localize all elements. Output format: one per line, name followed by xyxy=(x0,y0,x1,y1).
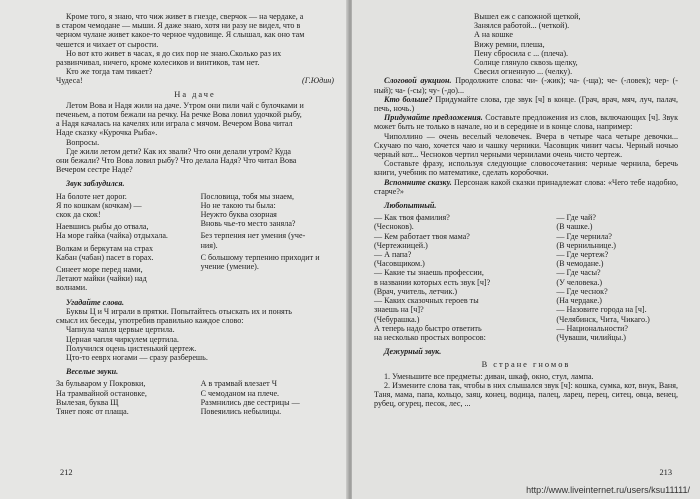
poem-line: С чемоданом на плече. xyxy=(200,388,280,398)
auction-heading: Слоговой аукцион. xyxy=(384,76,452,86)
sentences-heading: Придумайте предложения. xyxy=(384,113,483,123)
dialog-left-col xyxy=(374,213,544,342)
left-page-content xyxy=(56,12,334,416)
dialog-line: — Где чертеж? xyxy=(556,250,609,260)
dacha-line: Летом Вова и Надя жили на даче. Утром они пили чай с булочками и xyxy=(66,100,304,110)
poem-line: Волкам и беркутам на страх xyxy=(56,243,154,253)
poem-line: Размнились две сестрицы — xyxy=(200,397,300,407)
right-poem xyxy=(374,12,678,76)
poem-line: Неужто буква озорная xyxy=(200,210,277,220)
poem-line: ния). xyxy=(200,240,218,250)
fun-sounds-poem xyxy=(56,379,334,416)
dialog-line: (В чашке.) xyxy=(556,222,593,232)
dialog-line: А теперь надо быстро ответить xyxy=(374,323,482,333)
dialog-line: (Врач, учитель, летчик.) xyxy=(374,286,458,296)
guess-line: Цто-то ееврх ногами — сразу разберешь. xyxy=(66,352,208,362)
dialog-line: (Чесноков). xyxy=(374,222,414,232)
page-number-left: 212 xyxy=(60,468,73,477)
dialog-line: — Какие ты знаешь профессии, xyxy=(374,268,484,278)
guess-line: Получился оцень цистенький цертеж. xyxy=(66,343,197,353)
more-paragraph xyxy=(374,95,678,113)
tale-heading: Вспомните сказку. xyxy=(384,177,452,187)
poem-line: Летают майки (чайки) над xyxy=(56,274,147,284)
dialog-line: — Национальности? xyxy=(556,323,629,333)
dialog-line: — Где часы? xyxy=(556,268,601,278)
guess-line: смысл их беседы, употребив правильно каждое слово: xyxy=(56,316,244,326)
dialog-line: — Где чеснок? xyxy=(556,286,608,296)
dialog-line: (Чертежницей.) xyxy=(374,240,428,250)
intro-line: Чудеса! xyxy=(56,76,83,86)
fun-sounds-heading: Веселые звуки. xyxy=(66,367,119,377)
page-number-right: 213 xyxy=(659,468,672,477)
lost-sound-right-col xyxy=(201,192,334,293)
guess-line: Церная чапля чиркулем цертила. xyxy=(66,334,179,344)
dialog-right-col xyxy=(556,213,678,342)
poem-line: скок да скок! xyxy=(56,210,101,220)
curious-heading: Любопытный. xyxy=(384,201,437,211)
dialog-line: на несколько простых вопросов: xyxy=(374,332,486,342)
dacha-line: а Надя качалась на качелях или играла с мячом. Вечером Вова читал xyxy=(56,119,293,129)
poem-line: Пену сбросила с ... (плеча). xyxy=(474,48,569,58)
intro-closing xyxy=(56,76,334,85)
tale-paragraph xyxy=(374,178,678,196)
duty-heading: Дежурный звук. xyxy=(384,347,442,357)
poem-line: А в трамвай влезает Ч xyxy=(200,379,277,389)
dialog-line: (Часовщиком.) xyxy=(374,259,425,269)
questions-line: они бежали? Что Вова ловил рыбу? Что делала Надя? Что читал Вова xyxy=(56,156,297,166)
poem-line: Солнце глянуло сквозь щелку, xyxy=(474,58,578,68)
dialog-line: (Челябинск, Чита, Чикаго.) xyxy=(556,314,650,324)
poem-line: Без терпения нет умения (уче- xyxy=(200,231,306,241)
sentences-example: Чиполлино — очень веселый человечек. Вчера в четыре часа четыре девочки... Скучаю по чаю, хочется чаю и чашку черники. Часовщик чинит часы. Черный ночью черный кот... Чесноков чертил черными чернилами очень чисто чертеж. xyxy=(374,131,678,160)
intro-line: черном чулане живет какое-то черное чудовище. Я слышал, как оно там xyxy=(56,30,305,40)
poem-line: Вылезая, буква Щ xyxy=(56,397,119,407)
dialog-line: — Как твоя фамилия? xyxy=(374,213,450,223)
poem-line: Вновь чье-то место заняла? xyxy=(200,219,296,229)
dialog-line: (В чернильнице.) xyxy=(556,240,616,250)
dacha-title: На даче xyxy=(174,89,216,99)
poem-line: За бульваром у Покровки, xyxy=(56,379,146,389)
poem-line: Я по кошкам (кочкам) — xyxy=(56,200,142,210)
dialog-line: в названии которых есть звук [ч]? xyxy=(374,277,491,287)
dialog-line: (Чебурашка.) xyxy=(374,314,420,324)
fun-sounds-left-col xyxy=(56,379,189,416)
poem-line: учение (умение). xyxy=(200,262,259,272)
lost-sound-poems xyxy=(56,192,334,293)
dialog-line: — Каких сказочных героев ты xyxy=(374,296,479,306)
dacha-line: печеньем, а потом бежали на речку. На речке Вова ловил удочкой рыбу, xyxy=(56,110,302,120)
dacha-line: Наде сказку «Курочка Рыба». xyxy=(56,128,158,138)
lost-sound-left-col xyxy=(56,192,189,293)
dialog-line: — А папа? xyxy=(374,250,412,260)
dialog-line: знаешь на [ч]? xyxy=(374,305,424,315)
more-text: Придумайте слова, где звук [ч] в конце. (Грач, врач, мяч, луч, палач, печь, ночь.) xyxy=(374,94,678,114)
left-page xyxy=(0,0,348,499)
poem-line: Вышел еж с сапожной щеткой, xyxy=(474,12,581,21)
dialog-line: — Где чай? xyxy=(556,213,596,223)
poem-line: С большому терпению приходит и xyxy=(200,252,320,262)
sentences-text: Составьте предложения из слов, включающих [ч]. Звук может быть не только в начале, но и в середине и в конце слова, например: xyxy=(374,113,678,132)
intro-line: в старом чемодане — мыши. Я даже знаю, хотя ни разу не видел, что в xyxy=(56,21,301,31)
curious-dialog xyxy=(374,213,678,342)
auction-text: Продолжите слова: чи- (-жик); ча- (-ща); че- (-ловек); чер- (-ный); ча- (-сы); чу- (-до)... xyxy=(374,76,678,95)
dialog-line: (Чуваши, чилийцы.) xyxy=(556,332,626,342)
intro-line: развинчивал, ничего, кроме колесиков и винтиков, там нет. xyxy=(56,58,260,68)
dialog-line: (На чердаке.) xyxy=(556,296,602,306)
intro-line: Кроме того, я знаю, что чиж живет в гнезде, сверчок — на чердаке, а xyxy=(66,12,304,21)
poem-line: Повеяились небылицы. xyxy=(200,406,282,416)
author-credit: (Г.Юдин) xyxy=(302,76,334,86)
guess-heading: Угадайте слова. xyxy=(66,297,125,307)
poem-line: Тянет пояс от плаща. xyxy=(56,406,129,416)
intro-line: Кто же тогда там тикает? xyxy=(66,67,153,77)
phrase-text: Составьте фразу, используя следующие словосочетания: черные чернила, беречь книги, учебник по математике, сделать коробочки. xyxy=(374,159,678,178)
poem-line: На трамвайной остановке, xyxy=(56,388,147,398)
guess-line: Чапнула чапля цервые цертила. xyxy=(66,325,175,335)
dialog-line: — Кем работает твоя мама? xyxy=(374,231,470,241)
dialog-line: (У человека.) xyxy=(556,277,603,287)
auction-paragraph xyxy=(374,76,678,94)
poem-line: На болоте нет дорог. xyxy=(56,191,127,201)
questions-line: Где жили летом дети? Как их звали? Что они делали утром? Куда xyxy=(66,146,291,156)
poem-line: Вижу ремни, плеша, xyxy=(474,39,545,49)
intro-line: Но вот кто живет в часах, я до сих пор не знаю.Сколько раз их xyxy=(66,48,282,58)
poem-line: А на кошке xyxy=(474,30,513,40)
more-heading: Кто больше? xyxy=(384,94,433,104)
sentences-paragraph xyxy=(374,113,678,131)
tale-text: Персонаж какой сказки принадлежат слова: «Чего тебе надобно, старче?» xyxy=(374,177,678,196)
poem-line: Свесил огненную ... (челку). xyxy=(474,67,573,77)
lost-sound-heading: Звук заблудился. xyxy=(66,179,125,189)
questions-line: Вечером сестре Наде? xyxy=(56,165,133,175)
poem-line: На море гайка (чайка) отдыхала. xyxy=(56,231,168,241)
dialog-line: — Где чернила? xyxy=(556,231,612,241)
guess-line: Буквы Ц и Ч играли в прятки. Попытайтесь отыскать их и понять xyxy=(66,306,292,316)
questions-heading: Вопросы. xyxy=(66,137,100,147)
gnomes-line: 2. Измените слова так, чтобы в них слышался звук [ч]: кошка, сумка, кот, внук, Ваня, Таня, мама, папа, кольцо, заяц, конец, водица, палец, ларец, перец, ситец, овца, венец, рубец, огурец, песок, лес, ... xyxy=(374,380,678,409)
poem-line: Синеет море перед нами, xyxy=(56,265,143,275)
poem-line: волнами. xyxy=(56,283,88,293)
gnomes-title: В стране гномов xyxy=(481,360,571,370)
poem-line: Но не такою ты была: xyxy=(200,200,276,210)
poem-line: Кабан (чабан) пасет в горах. xyxy=(56,252,154,262)
gnomes-line: 1. Уменьшите все предметы: диван, шкаф, окно, стул, лампа. xyxy=(384,371,594,381)
fun-sounds-right-col xyxy=(201,379,334,416)
watermark-url: http://www.liveinternet.ru/users/ksu11111/ xyxy=(526,485,690,495)
poem-line: Пословица, тобя мы знаем, xyxy=(200,191,295,201)
poem-line: Наевшись рыбы до отвала, xyxy=(56,222,149,232)
dialog-line: (В чемодане.) xyxy=(556,259,604,269)
right-page-content xyxy=(374,12,678,408)
poem-line: Занялся работой... (четкой). xyxy=(474,21,570,31)
intro-line: чешется и чихает от сырости. xyxy=(56,39,159,49)
right-page xyxy=(352,0,700,499)
dialog-line: — Назовите города на [ч]. xyxy=(556,305,647,315)
